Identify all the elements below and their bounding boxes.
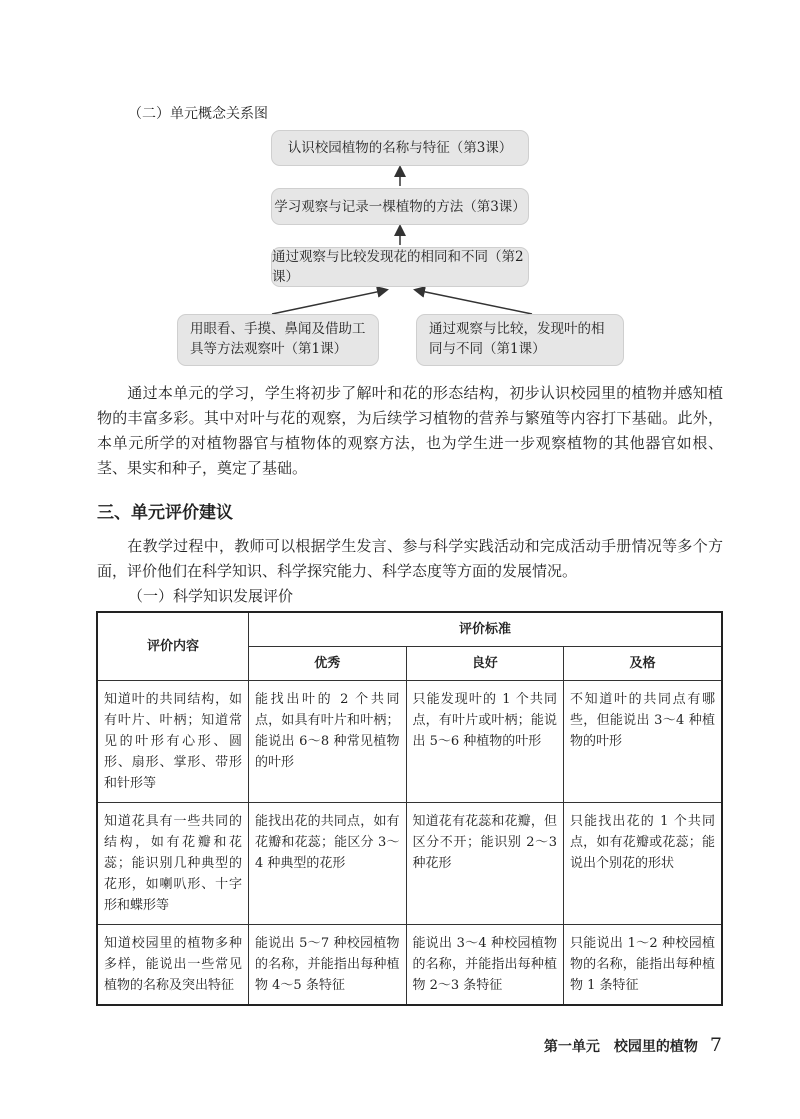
row-excellent: 能找出花的共同点，如有花瓣和花蕊；能区分 3～4 种典型的花形 xyxy=(249,803,406,925)
row-pass: 只能说出 1～2 种校园植物的名称，能指出每种植物 1 条特征 xyxy=(563,925,722,1006)
header-content: 评价内容 xyxy=(97,612,249,681)
row-good: 知道花有花蕊和花瓣，但区分不开；能识别 2～3 种花形 xyxy=(406,803,563,925)
concept-box-4: 用眼看、手摸、鼻闻及借助工具等方法观察叶（第1课） xyxy=(177,314,379,366)
level-good: 良好 xyxy=(406,647,563,681)
intro-paragraph-text: 通过本单元的学习，学生将初步了解叶和花的形态结构，初步认识校园里的植物并感知植物的丰富多彩。其中对叶与花的观察，为后续学习植物的营养与繁殖等内容打下基础。此外，本单元所学的对植物器官与植物体的观察方法，也为学生进一步观察植物的其他器官如根、茎、果实和种子，奠定了基础。 xyxy=(97,384,723,477)
section-paragraph xyxy=(97,534,723,584)
table-row xyxy=(97,681,722,803)
table-row xyxy=(97,803,722,925)
concept-box-5: 通过观察与比较，发现叶的相同与不同（第1课） xyxy=(416,314,624,366)
table-row xyxy=(97,925,722,1006)
header-standard: 评价标准 xyxy=(249,612,722,647)
table-header-row xyxy=(97,612,722,647)
footer-unit: 第一单元 校园里的植物 xyxy=(543,1039,698,1055)
row-good: 能说出 3～4 种校园植物的名称，并能指出每种植物 2～3 条特征 xyxy=(406,925,563,1006)
concept-map-heading: （二）单元概念关系图 xyxy=(128,106,268,122)
concept-box-1: 认识校园植物的名称与特征（第3课） xyxy=(271,130,529,166)
row-content: 知道校园里的植物多种多样，能说出一些常见植物的名称及突出特征 xyxy=(97,925,249,1006)
level-pass: 及格 xyxy=(563,647,722,681)
section-subheading: （一）科学知识发展评价 xyxy=(128,587,294,605)
page-footer xyxy=(544,1034,722,1056)
row-content: 知道花具有一些共同的结构，如有花瓣和花蕊；能识别几种典型的花形，如喇叭形、十字形和蝶形等 xyxy=(97,803,249,925)
arrow-4-to-3 xyxy=(272,290,386,314)
row-pass: 不知道叶的共同点有哪些，但能说出 3～4 种植物的叶形 xyxy=(563,681,722,803)
evaluation-table xyxy=(96,611,723,1006)
row-content: 知道叶的共同结构，如有叶片、叶柄；知道常见的叶形有心形、圆形、扇形、掌形、带形和针形等 xyxy=(97,681,249,803)
section-paragraph-text: 在教学过程中，教师可以根据学生发言、参与科学实践活动和完成活动手册情况等多个方面，评价他们在科学知识、科学探究能力、科学态度等方面的发展情况。 xyxy=(97,537,723,580)
section-title: 三、单元评价建议 xyxy=(97,503,233,523)
concept-box-3: 通过观察与比较发现花的相同和不同（第2课） xyxy=(271,247,529,287)
row-excellent: 能说出 5～7 种校园植物的名称，并能指出每种植物 4～5 条特征 xyxy=(249,925,406,1006)
arrow-5-to-3 xyxy=(416,290,532,314)
row-good: 只能发现叶的 1 个共同点，有叶片或叶柄；能说出 5～6 种植物的叶形 xyxy=(406,681,563,803)
intro-paragraph xyxy=(97,381,723,481)
page-number: 7 xyxy=(709,1034,722,1056)
concept-box-2: 学习观察与记录一棵植物的方法（第3课） xyxy=(271,188,529,225)
row-excellent: 能找出叶的 2 个共同点，如具有叶片和叶柄；能说出 6～8 种常见植物的叶形 xyxy=(249,681,406,803)
row-pass: 只能找出花的 1 个共同点，如有花瓣或花蕊；能说出个别花的形状 xyxy=(563,803,722,925)
level-excellent: 优秀 xyxy=(249,647,406,681)
